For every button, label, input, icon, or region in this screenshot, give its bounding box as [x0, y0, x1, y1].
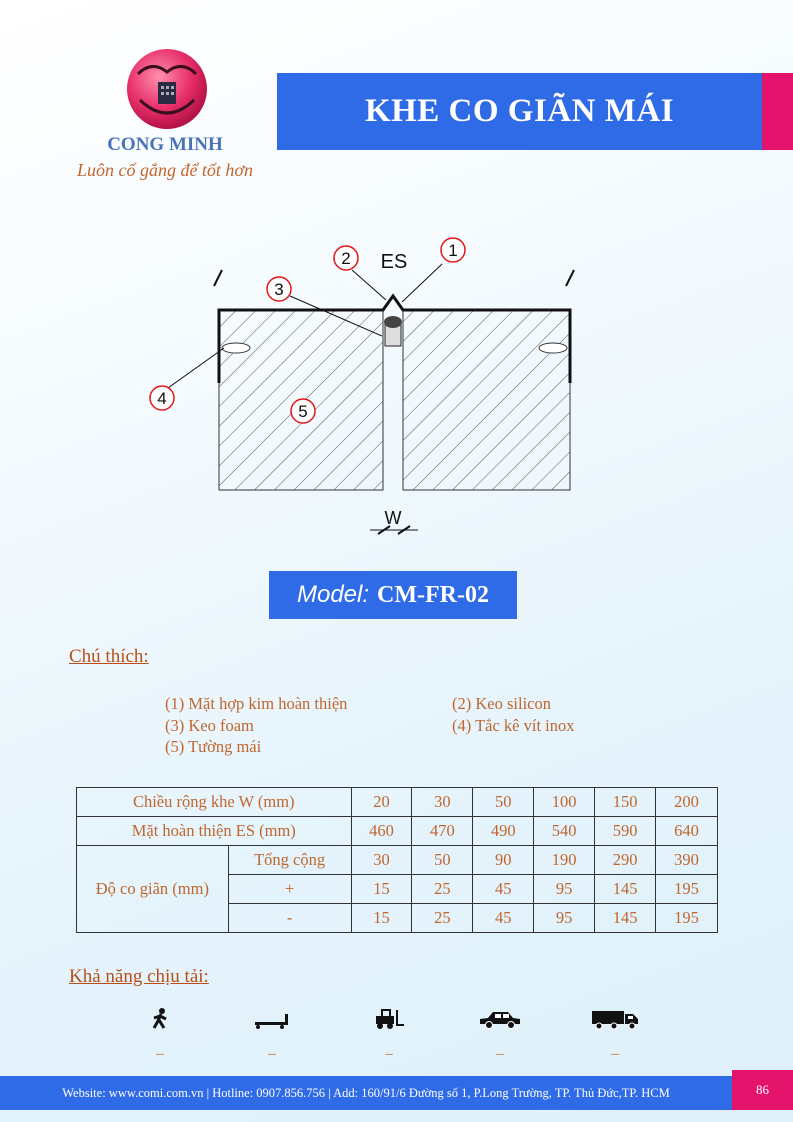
cell: 90	[473, 846, 534, 875]
load-item	[130, 1008, 190, 1062]
title-accent-block	[762, 73, 793, 150]
load-value: –	[496, 1046, 504, 1062]
load-item	[242, 1008, 302, 1062]
cell: 95	[534, 904, 595, 933]
brand-slogan: Luôn cố gắng để tốt hơn	[76, 160, 254, 180]
cell: 200	[656, 788, 718, 817]
load-value: –	[156, 1046, 164, 1062]
sub-label: +	[228, 875, 351, 904]
callout-2: 2	[341, 249, 351, 268]
cell: 25	[412, 904, 473, 933]
sub-label: -	[228, 904, 351, 933]
callout-1: 1	[448, 241, 458, 260]
cell: 460	[351, 817, 412, 846]
cell: 25	[412, 875, 473, 904]
legend-item-3: (3) Keo foam	[165, 716, 254, 735]
car-icon	[478, 1008, 522, 1030]
load-value: –	[611, 1046, 619, 1062]
cell: 195	[656, 904, 718, 933]
row-label: Độ co giãn (mm)	[77, 846, 229, 933]
load-value: –	[385, 1046, 393, 1062]
load-item	[470, 1008, 530, 1062]
forklift-icon	[372, 1008, 406, 1030]
cell: 50	[412, 846, 473, 875]
table-row	[77, 788, 718, 817]
cell: 20	[351, 788, 412, 817]
cell: 590	[595, 817, 656, 846]
model-box	[269, 571, 517, 619]
callout-4: 4	[157, 389, 167, 408]
page-number: 86	[732, 1070, 793, 1110]
cell: 195	[656, 875, 718, 904]
legend-item-2: (2) Keo silicon	[452, 694, 551, 713]
spec-table	[76, 787, 718, 933]
trolley-icon	[252, 1008, 292, 1030]
truck-icon	[590, 1008, 640, 1030]
cell: 100	[534, 788, 595, 817]
cell: 190	[534, 846, 595, 875]
footer-contact: Website: www.comi.com.vn | Hotline: 0907.856.756 | Add: 160/91/6 Đường số 1, P.Long Trường, TP. Thủ Đức,TP. HCM	[0, 1076, 732, 1110]
legend-item-4: (4) Tắc kê vít inox	[452, 716, 575, 735]
cell: 45	[473, 875, 534, 904]
legend-heading: Chú thích:	[69, 646, 149, 667]
cell: 15	[351, 904, 412, 933]
cell: 45	[473, 904, 534, 933]
load-value: –	[268, 1046, 276, 1062]
table-row	[77, 846, 718, 875]
table-row	[77, 817, 718, 846]
pedestrian-icon	[150, 1008, 170, 1030]
legend-item-1: (1) Mặt hợp kim hoàn thiện	[165, 694, 348, 713]
cell: 490	[473, 817, 534, 846]
model-label: Model:	[296, 581, 370, 608]
load-heading: Khả năng chịu tải:	[69, 966, 209, 987]
load-item	[359, 1008, 419, 1062]
cell: 150	[595, 788, 656, 817]
cell: 30	[351, 846, 412, 875]
sub-label: Tổng cộng	[228, 846, 351, 875]
cell: 390	[656, 846, 718, 875]
brand-name: CONG MINH	[107, 134, 223, 155]
cell: 145	[595, 875, 656, 904]
expansion-joint-diagram	[140, 228, 600, 544]
cell: 470	[412, 817, 473, 846]
legend-item-5: (5) Tường mái	[165, 737, 262, 756]
load-capacity-row	[125, 1008, 665, 1068]
company-logo	[126, 48, 208, 130]
cell: 540	[534, 817, 595, 846]
load-item	[585, 1008, 645, 1062]
label-w: W	[384, 508, 402, 528]
cell: 95	[534, 875, 595, 904]
callout-3: 3	[274, 280, 284, 299]
cell: 50	[473, 788, 534, 817]
cell: 15	[351, 875, 412, 904]
row-label: Chiều rộng khe W (mm)	[77, 788, 352, 817]
cell: 145	[595, 904, 656, 933]
page-title: KHE CO GIÃN MÁI	[277, 73, 762, 150]
label-es: ES	[380, 251, 408, 273]
model-code: CM-FR-02	[377, 581, 489, 608]
callout-5: 5	[298, 402, 308, 421]
cell: 290	[595, 846, 656, 875]
row-label: Mặt hoàn thiện ES (mm)	[77, 817, 352, 846]
cell: 30	[412, 788, 473, 817]
cell: 640	[656, 817, 718, 846]
